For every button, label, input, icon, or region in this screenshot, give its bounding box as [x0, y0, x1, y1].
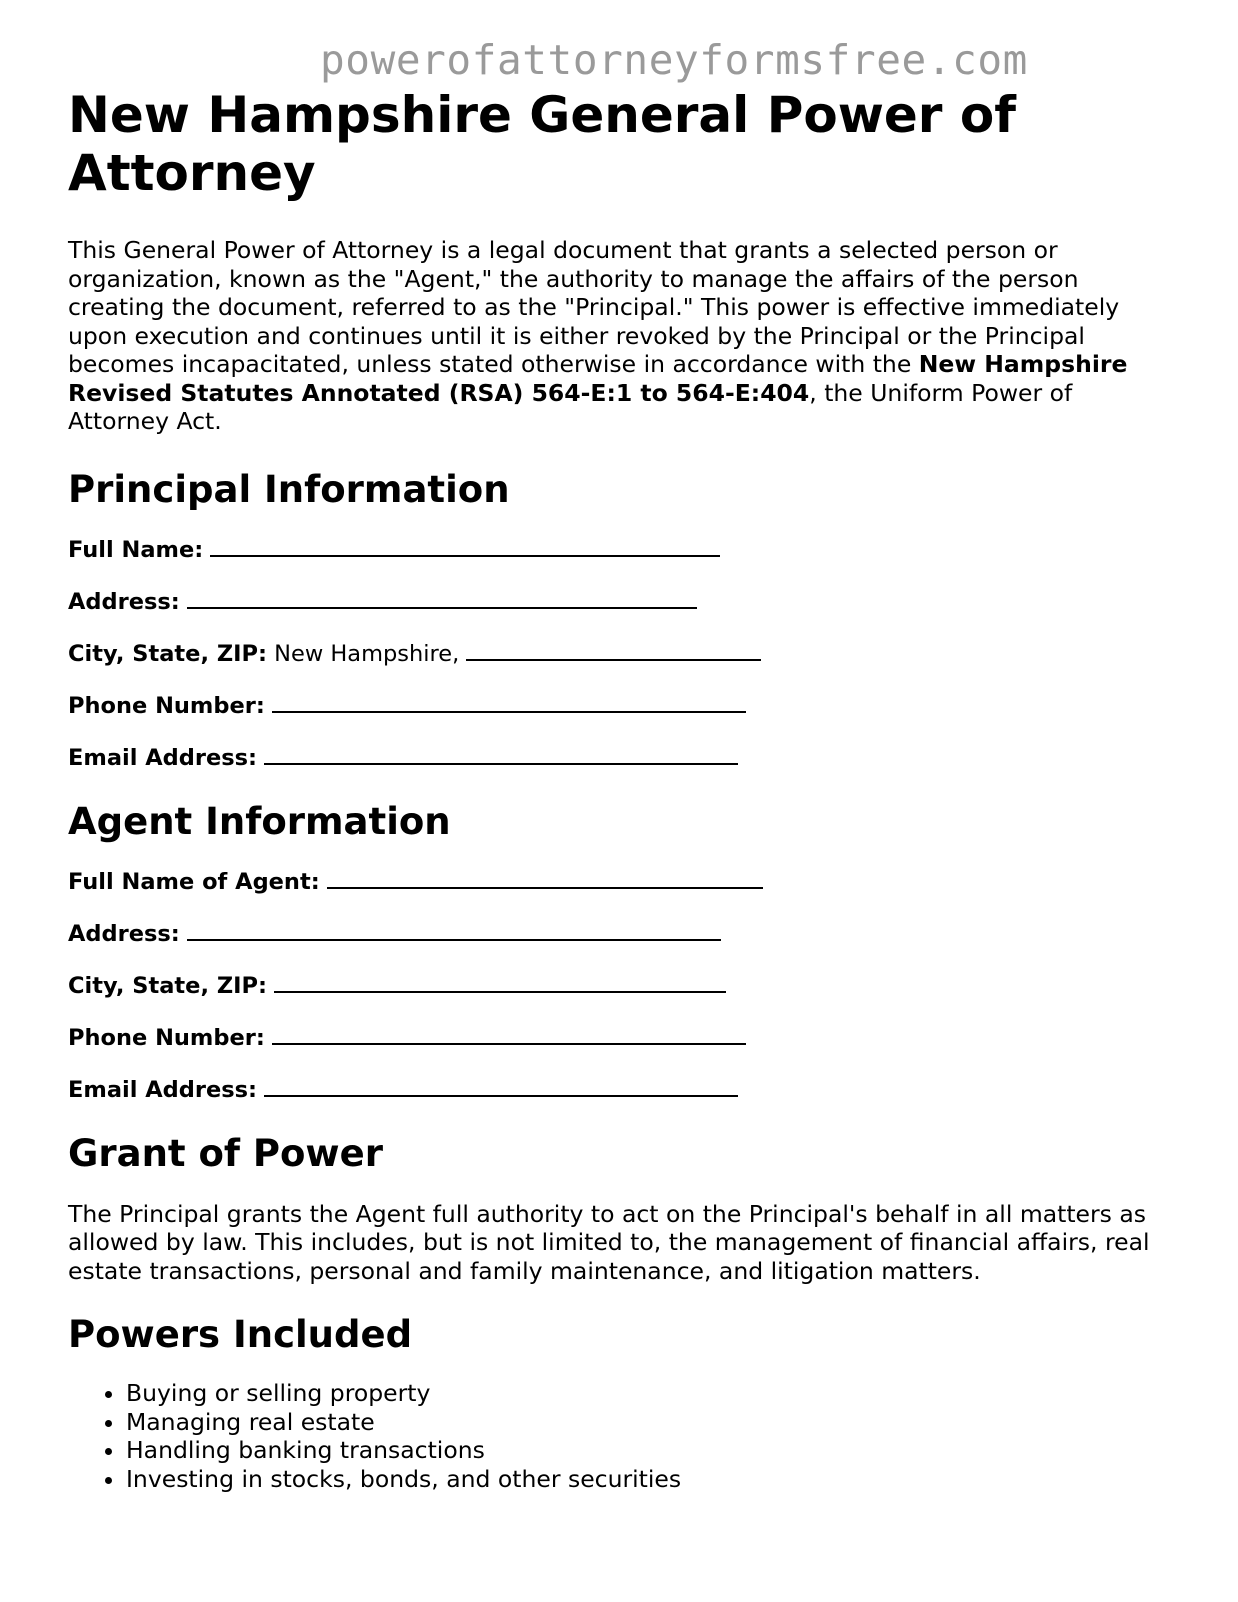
principal-full-name-label: Full Name: [68, 536, 204, 563]
agent-address-blank[interactable] [187, 921, 721, 941]
principal-city-state-zip-field [68, 640, 1178, 668]
agent-phone-field [68, 1024, 1178, 1052]
agent-phone-label: Phone Number: [68, 1024, 265, 1051]
document-title: New Hampshire General Power of Attorney [68, 86, 1016, 202]
principal-address-field [68, 588, 1178, 616]
list-item: • Investing in stocks, bonds, and other securities [126, 1465, 1178, 1494]
principal-phone-field [68, 692, 1178, 720]
intro-text-after: , the Uniform Power of Attorney Act. [68, 378, 1073, 435]
principal-phone-blank[interactable] [272, 693, 746, 713]
principal-full-name-blank[interactable] [210, 537, 720, 557]
principal-state-prefill: New Hampshire, [274, 640, 460, 667]
principal-address-label: Address: [68, 588, 180, 615]
principal-city-state-zip-blank[interactable] [466, 641, 761, 661]
agent-phone-blank[interactable] [272, 1025, 746, 1045]
agent-city-state-zip-field [68, 972, 1178, 1000]
statute-reference: New Hampshire Revised Statutes Annotated (RSA) 564-E:1 to 564-E:404 [68, 350, 1128, 407]
agent-full-name-blank[interactable] [327, 869, 763, 889]
grant-paragraph: The Principal grants the Agent full authority to act on the Principal's behalf in all matters as allowed by law. This includes, but is not limited to, the management of financial affairs, real estate transactions, personal and family maintenance, and litigation matters. [68, 1199, 1150, 1285]
intro-paragraph [68, 236, 1178, 436]
powers-list [68, 1379, 1178, 1493]
principal-phone-label: Phone Number: [68, 692, 265, 719]
watermark: powerofattorneyformsfree.com [320, 36, 1028, 84]
agent-email-blank[interactable] [264, 1077, 738, 1097]
document [68, 86, 1178, 1493]
agent-address-field [68, 920, 1178, 948]
powers-heading: Powers Included [68, 1313, 413, 1356]
grant-heading: Grant of Power [68, 1131, 383, 1175]
principal-city-state-zip-label: City, State, ZIP: [68, 640, 267, 667]
principal-heading: Principal Information [68, 467, 510, 511]
intro-text-before: This General Power of Attorney is a legal document that grants a selected person or organization, known as the "Agent," the authority to manage the affairs of the person creating the document, referred to as the "Principal." This power is effective immediately upon execution and continues until it is either revoked by the Principal or the Principal becomes incapacitated, unless stated otherwise in accordance with the [68, 236, 1120, 378]
agent-full-name-label: Full Name of Agent: [68, 868, 320, 895]
agent-address-label: Address: [68, 920, 180, 947]
agent-email-field [68, 1076, 1178, 1104]
list-item: • Managing real estate [126, 1408, 1178, 1437]
agent-city-state-zip-blank[interactable] [274, 973, 726, 993]
principal-email-label: Email Address: [68, 744, 258, 771]
list-item: • Buying or selling property [126, 1379, 1178, 1408]
agent-city-state-zip-label: City, State, ZIP: [68, 972, 267, 999]
principal-address-blank[interactable] [187, 589, 697, 609]
agent-email-label: Email Address: [68, 1076, 258, 1103]
principal-full-name-field [68, 536, 1178, 564]
list-item: • Handling banking transactions [126, 1436, 1178, 1465]
principal-email-blank[interactable] [264, 745, 738, 765]
agent-heading: Agent Information [68, 799, 451, 843]
agent-full-name-field [68, 868, 1178, 896]
principal-email-field [68, 744, 1178, 772]
